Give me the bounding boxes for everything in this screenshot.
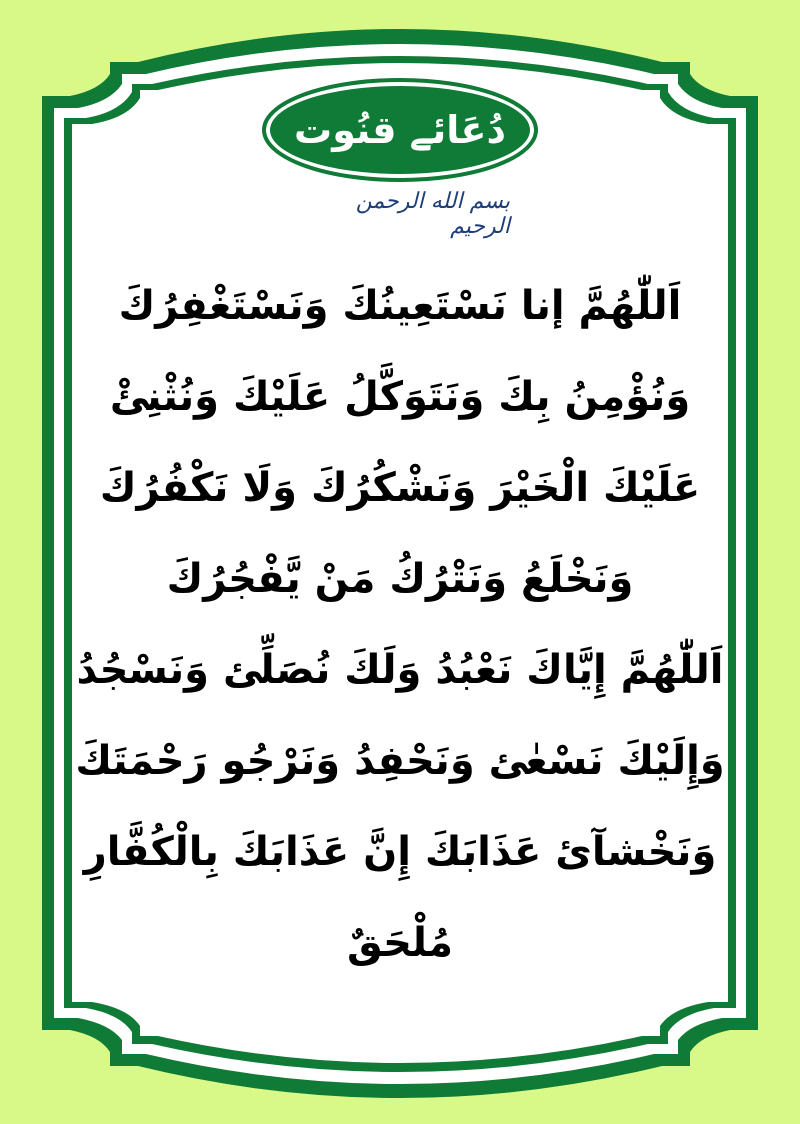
dua-line: مُلْحَقٌ — [347, 919, 453, 966]
bismillah-calligraphy: بسم الله الرحمن الرحيم — [355, 189, 510, 239]
poster-title: دُعَائے قنُوت — [294, 108, 506, 152]
dua-line: وَإِلَيْكَ نَسْعٰئ وَنَحْفِدُ وَنَرْجُو رَحْمَتَكَ — [75, 737, 725, 784]
dua-line: عَلَيْكَ الْخَيْرَ وَنَشْكُرُكَ وَلَا نَكْفُرُكَ — [99, 464, 701, 511]
dua-text — [75, 260, 725, 988]
dua-line: وَنُؤْمِنُ بِكَ وَنَتَوَكَّلُ عَلَيْكَ وَنُثْنِئْ — [109, 373, 691, 420]
dua-line: وَنَخْشآئ عَذَابَكَ إِنَّ عَذَابَكَ بِالْكُفَّارِ — [83, 828, 717, 875]
dua-line: وَنَخْلَعُ وَنَتْرُكُ مَنْ يَّفْجُرُكَ — [166, 555, 634, 602]
dua-line: اَللّٰهُمَّ إنا نَسْتَعِينُكَ وَنَسْتَغْفِرُكَ — [118, 282, 682, 329]
dua-line: اَللّٰهُمَّ إِيَّاكَ نَعْبُدُ وَلَكَ نُصَلِّئ وَنَسْجُدُ — [76, 646, 724, 693]
